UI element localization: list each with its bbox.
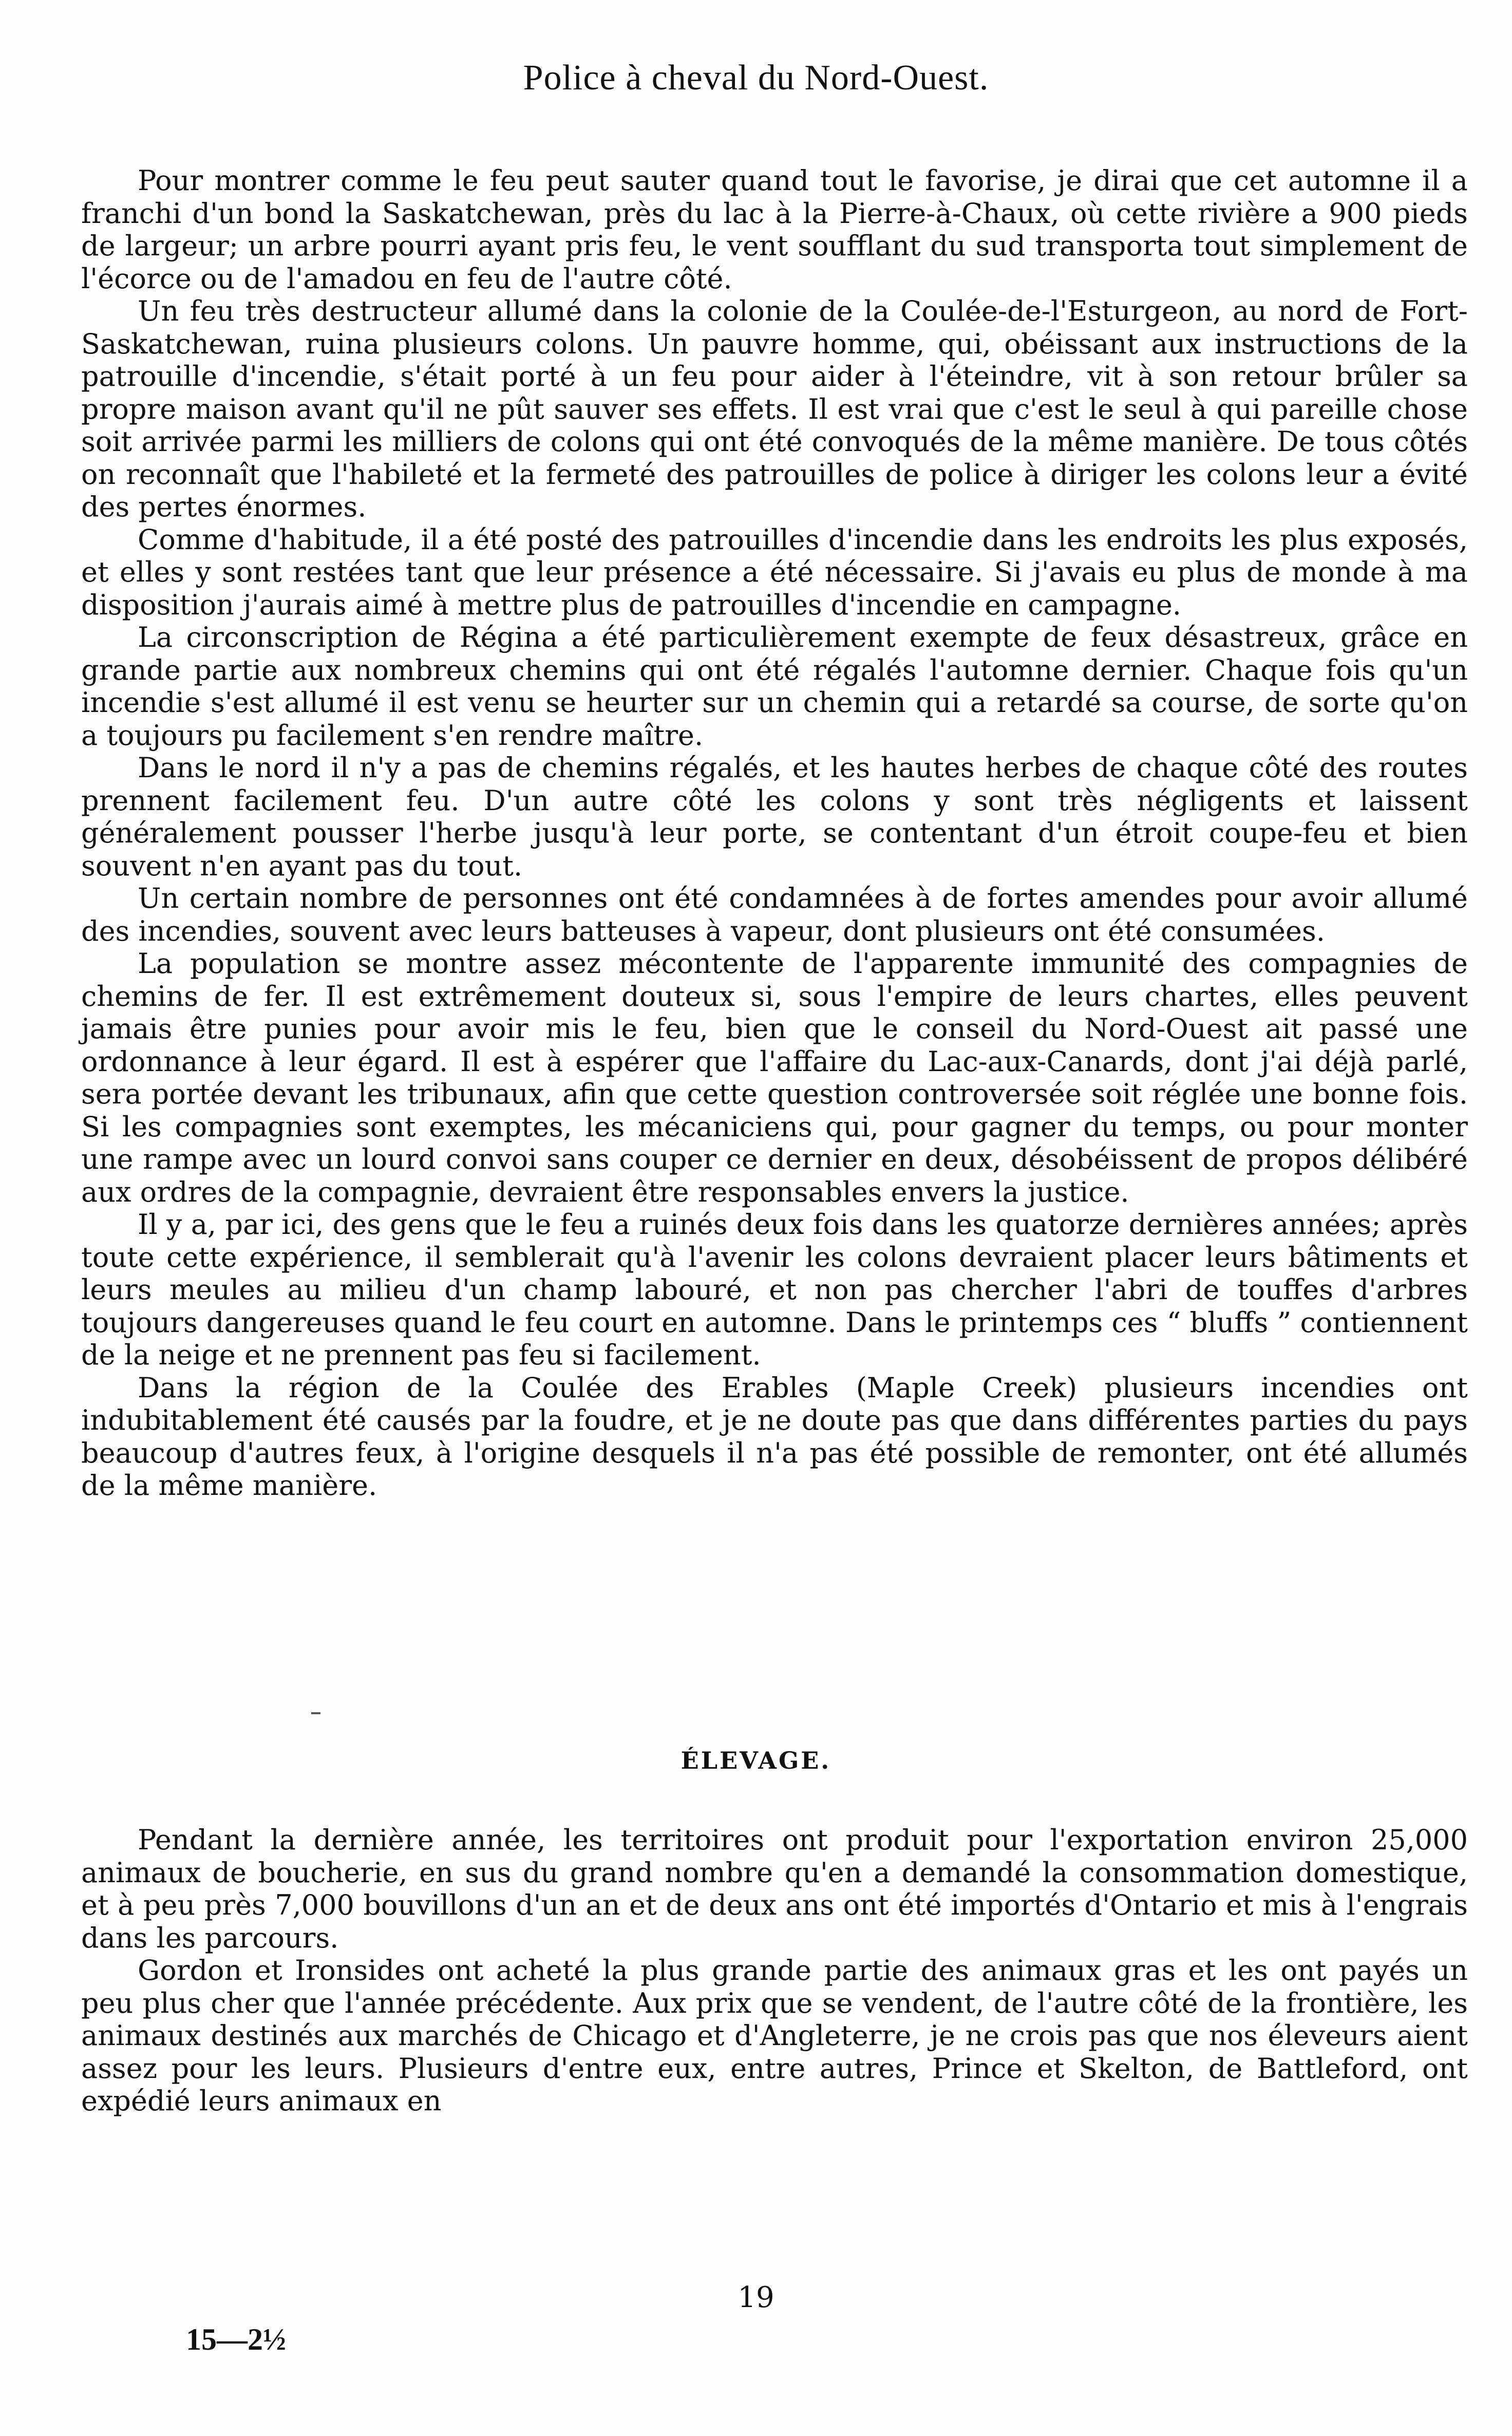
section-heading: ÉLEVAGE. [681, 1747, 831, 1774]
paragraph-exports: Pendant la dernière année, les territoires ont produit pour l'exportation environ 25,000 animaux de boucherie, en sus du grand nombre qu'en a demandé la consommation domestique, et à peu près 7,000 bouvillons d'un an et de deux ans ont été importés d'Ontario et mis à l'engrais dans les parcours. [81, 1824, 1468, 1954]
paragraph-fines: Un certain nombre de personnes ont été condamnées à de fortes amendes pour avoir allumé des incendies, souvent avec leurs batteuses à vapeur, dont plusieurs ont été consumées. [81, 882, 1468, 947]
paragraph-north-roads: Dans le nord il n'y a pas de chemins régalés, et les hautes herbes de chaque côté des routes prennent facilement feu. D'un autre côté les colons y sont très négligents et laissent généralement pousser l'herbe jusqu'à leur porte, se contentant d'un étroit coupe-feu et bien souvent n'en ayant pas du tout. [81, 752, 1468, 882]
paragraph-railway-companies: La population se montre assez mécontente de l'apparente immunité des compagnies de chemins de fer. Il est extrêmement douteux si, sous l'empire de leurs chartes, elles peuvent jamais être punies pour avoir mis le feu, bien que le conseil du Nord-Ouest ait passé une ordonnance à leur égard. Il est à espérer que l'affaire du Lac-aux-Canards, dont j'ai déjà parlé, sera portée devant les tribunaux, afin que cette question controversée soit réglée une bonne fois. Si les compagnies sont exemptes, les mécaniciens qui, pour gagner du temps, ou pour monter une rampe avec un lourd convoi sans couper ce dernier en deux, désobéissent de propos délibéré aux ordres de la compagnie, devraient être responsables envers la justice. [81, 947, 1468, 1208]
paragraph-coulee-esturgeon: Un feu très destructeur allumé dans la colonie de la Coulée-de-l'Esturgeon, au nord de Fort-Saskatchewan, ruina plusieurs colons. Un pauvre homme, qui, obéissant aux instructions de la patrouille d'incendie, s'était porté à un feu pour aider à l'éteindre, vit à son retour brûler sa propre maison avant qu'il ne pût sauver ses effets. Il est vrai que c'est le seul à qui pareille chose soit arrivée parmi les milliers de colons qui ont été convoqués de la même manière. De tous côtés on reconnaît que l'habileté et la fermeté des patrouilles de police à diriger les colons leur a évité des pertes énormes. [81, 295, 1468, 523]
paragraph-maple-creek: Dans la région de la Coulée des Erables (Maple Creek) plusieurs incendies ont indubitablement été causés par la foudre, et je ne doute pas que dans différentes parties du pays beaucoup d'autres feux, à l'origine desquels il n'a pas été possible de remonter, ont été allumés de la même manière. [81, 1371, 1468, 1502]
printer-signature-mark: 15—2½ [186, 2322, 286, 2356]
body-text [81, 164, 1468, 1502]
paragraph-regina: La circonscription de Régina a été particulièrement exempte de feux désastreux, grâce en grande partie aux nombreux chemins qui ont été régalés l'automne dernier. Chaque fois qu'un incendie s'est allumé il est venu se heurter sur un chemin qui a retardé sa course, de sorte qu'on a toujours pu facilement s'en rendre maître. [81, 621, 1468, 752]
paragraph-gordon-ironsides: Gordon et Ironsides ont acheté la plus grande partie des animaux gras et les ont payés un peu plus cher que l'année précédente. Aux prix que se vendent, de l'autre côté de la frontière, les animaux destinés aux marchés de Chicago et d'Angleterre, je ne crois pas que nos éleveurs aient assez pour les leurs. Plusieurs d'entre eux, entre autres, Prince et Skelton, de Battleford, ont expédié leurs animaux en [81, 1954, 1468, 2117]
stray-mark [311, 1712, 320, 1714]
section-text [81, 1824, 1468, 2118]
paragraph-fire-patrols: Comme d'habitude, il a été posté des patrouilles d'incendie dans les endroits les plus exposés, et elles y sont restées tant que leur présence a été nécessaire. Si j'avais eu plus de monde à ma disposition j'aurais aimé à mettre plus de patrouilles d'incendie en campagne. [81, 523, 1468, 621]
running-head: Police à cheval du Nord-Ouest. [523, 58, 989, 98]
paragraph-fire-jump: Pour montrer comme le feu peut sauter quand tout le favorise, je dirai que cet automne il a franchi d'un bond la Saskatchewan, près du lac à la Pierre-à-Chaux, où cette rivière a 900 pieds de largeur; un arbre pourri ayant pris feu, le vent soufflant du sud transporta tout simplement de l'écorce ou de l'amadou en feu de l'autre côté. [81, 164, 1468, 295]
page-number: 19 [738, 2281, 774, 2314]
paragraph-ruined-settlers: Il y a, par ici, des gens que le feu a ruinés deux fois dans les quatorze dernières années; après toute cette expérience, il semblerait qu'à l'avenir les colons devraient placer leurs bâtiments et leurs meules au milieu d'un champ labouré, et non pas chercher l'abri de touffes d'arbres toujours dangereuses quand le feu court en automne. Dans le printemps ces “ bluffs ” contiennent de la neige et ne prennent pas feu si facilement. [81, 1208, 1468, 1371]
